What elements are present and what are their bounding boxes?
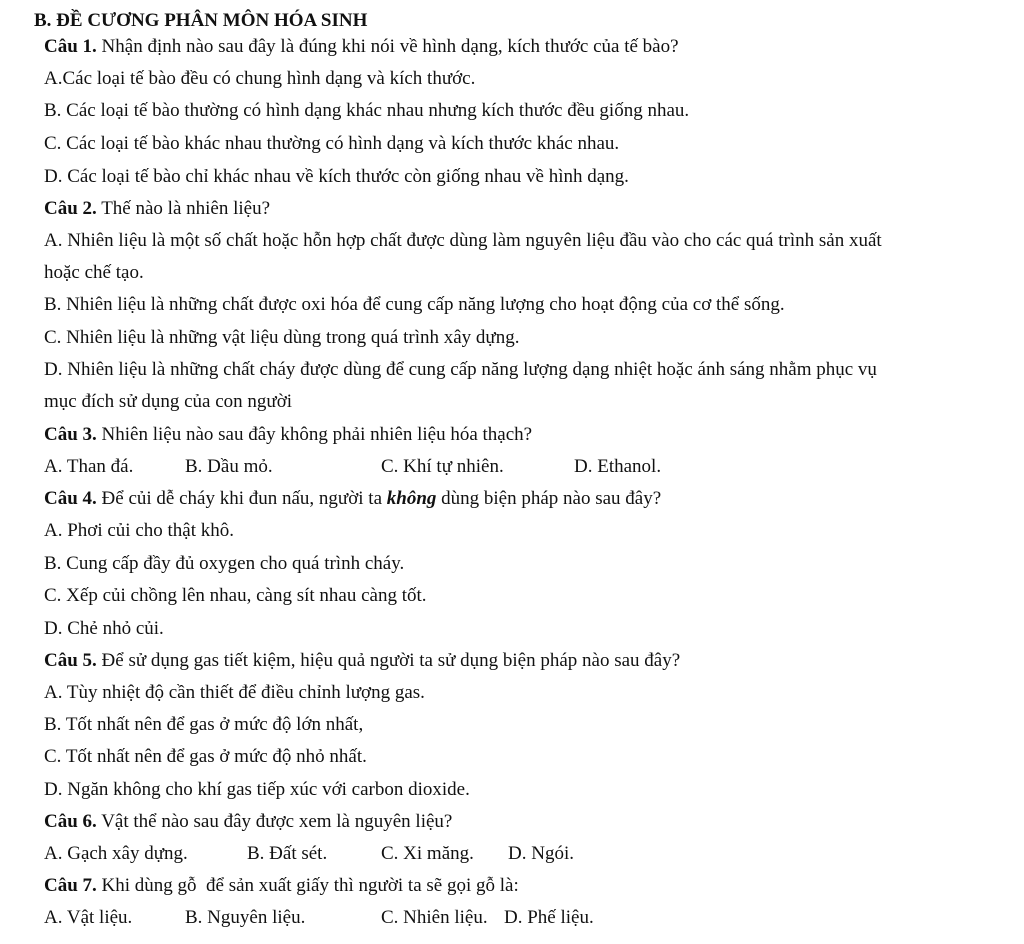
question-3 bbox=[44, 423, 532, 447]
q2-option-a-line-2: hoặc chế tạo. bbox=[44, 262, 144, 283]
document-title: B. ĐỀ CƯƠNG PHÂN MÔN HÓA SINH bbox=[34, 10, 368, 31]
q7-option-a: A. Vật liệu. bbox=[44, 907, 133, 928]
q2-option-c: C. Nhiên liệu là những vật liệu dùng trong quá trình xây dựng. bbox=[44, 327, 520, 348]
question-6-label: Câu 6. bbox=[44, 811, 97, 832]
question-1-text: Nhận định nào sau đây là đúng khi nói về hình dạng, kích thước của tế bào? bbox=[96, 36, 679, 57]
q6-options bbox=[44, 842, 804, 866]
question-4-label: Câu 4. bbox=[44, 488, 97, 509]
question-2-text: Thế nào là nhiên liệu? bbox=[96, 198, 271, 219]
question-3-label: Câu 3. bbox=[44, 424, 97, 445]
q4-option-a: A. Phơi củi cho thật khô. bbox=[44, 520, 234, 541]
question-4 bbox=[44, 487, 661, 511]
q3-option-b: B. Dầu mỏ. bbox=[185, 456, 273, 477]
q3-option-c: C. Khí tự nhiên. bbox=[381, 456, 504, 477]
q6-option-c: C. Xi măng. bbox=[381, 843, 474, 864]
q4-option-c: C. Xếp củi chồng lên nhau, càng sít nhau càng tốt. bbox=[44, 585, 427, 606]
question-3-text: Nhiên liệu nào sau đây không phải nhiên liệu hóa thạch? bbox=[96, 424, 533, 445]
question-7-label: Câu 7. bbox=[44, 875, 97, 896]
q4-option-b: B. Cung cấp đầy đủ oxygen cho quá trình cháy. bbox=[44, 553, 405, 574]
question-6 bbox=[44, 810, 452, 834]
question-1-label: Câu 1. bbox=[44, 36, 97, 57]
q1-option-a: A.Các loại tế bào đều có chung hình dạng và kích thước. bbox=[44, 68, 476, 89]
question-1 bbox=[44, 35, 679, 59]
q1-option-d: D. Các loại tế bào chỉ khác nhau về kích thước còn giống nhau về hình dạng. bbox=[44, 166, 629, 187]
q7-option-b: B. Nguyên liệu. bbox=[185, 907, 306, 928]
q3-options bbox=[44, 455, 804, 479]
q7-option-d: D. Phế liệu. bbox=[504, 907, 594, 928]
question-5-label: Câu 5. bbox=[44, 650, 97, 671]
q2-option-a-line-1: A. Nhiên liệu là một số chất hoặc hỗn hợp chất được dùng làm nguyên liệu đầu vào cho các quá trình sản xuất bbox=[44, 230, 882, 251]
question-7 bbox=[44, 874, 519, 898]
q5-option-a: A. Tùy nhiệt độ cần thiết để điều chỉnh lượng gas. bbox=[44, 682, 425, 703]
q1-option-b: B. Các loại tế bào thường có hình dạng khác nhau nhưng kích thước đều giống nhau. bbox=[44, 100, 690, 121]
question-5 bbox=[44, 649, 680, 673]
q5-option-d: D. Ngăn không cho khí gas tiếp xúc với carbon dioxide. bbox=[44, 779, 470, 800]
question-2-label: Câu 2. bbox=[44, 198, 97, 219]
question-4-emphasis: không bbox=[386, 488, 437, 509]
question-2 bbox=[44, 197, 270, 221]
question-6-text: Vật thể nào sau đây được xem là nguyên liệu? bbox=[96, 811, 453, 832]
q7-option-c: C. Nhiên liệu. bbox=[381, 907, 488, 928]
q1-option-c: C. Các loại tế bào khác nhau thường có hình dạng và kích thước khác nhau. bbox=[44, 133, 620, 154]
q2-option-b: B. Nhiên liệu là những chất được oxi hóa để cung cấp năng lượng cho hoạt động của cơ thể sống. bbox=[44, 294, 785, 315]
question-7-text: Khi dùng gỗ để sản xuất giấy thì người ta sẽ gọi gỗ là: bbox=[96, 875, 519, 896]
q2-option-d-line-2: mục đích sử dụng của con người bbox=[44, 391, 293, 412]
q2-option-d-line-1: D. Nhiên liệu là những chất cháy được dùng để cung cấp năng lượng dạng nhiệt hoặc ánh sáng nhằm phục vụ bbox=[44, 359, 877, 380]
question-5-text: Để sử dụng gas tiết kiệm, hiệu quả người ta sử dụng biện pháp nào sau đây? bbox=[96, 650, 681, 671]
question-4-text-after: dùng biện pháp nào sau đây? bbox=[436, 488, 662, 509]
q6-option-b: B. Đất sét. bbox=[247, 843, 328, 864]
q3-option-d: D. Ethanol. bbox=[574, 456, 662, 477]
q5-option-c: C. Tốt nhất nên để gas ở mức độ nhỏ nhất. bbox=[44, 746, 367, 767]
q6-option-a: A. Gạch xây dựng. bbox=[44, 843, 188, 864]
q7-options bbox=[44, 906, 804, 930]
q5-option-b: B. Tốt nhất nên để gas ở mức độ lớn nhất, bbox=[44, 714, 364, 735]
question-4-text-before: Để củi dễ cháy khi đun nấu, người ta bbox=[96, 488, 387, 509]
q6-option-d: D. Ngói. bbox=[508, 843, 574, 864]
q4-option-d: D. Chẻ nhỏ củi. bbox=[44, 618, 164, 639]
q3-option-a: A. Than đá. bbox=[44, 456, 134, 477]
